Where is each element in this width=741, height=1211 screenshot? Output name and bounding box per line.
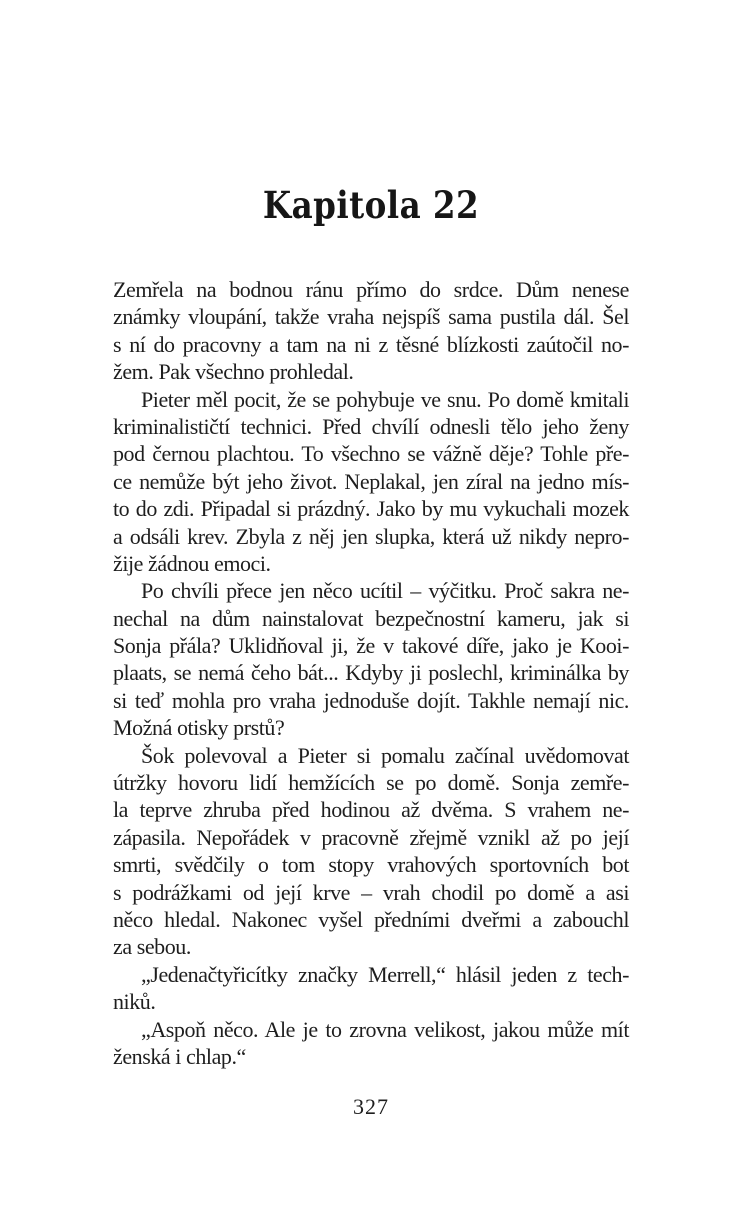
chapter-title: Kapitola 22 xyxy=(262,183,480,227)
text-line: Pieter měl pocit, že se pohybuje ve snu. Po domě kmitali xyxy=(141,386,629,412)
text-line: a odsáli krev. Zbyla z něj jen slupka, která už nikdy nepro- xyxy=(113,523,629,549)
page-number: 327 xyxy=(353,1094,389,1119)
text-line: ženská i chlap.“ xyxy=(113,1043,246,1069)
text-line: „Aspoň něco. Ale je to zrovna velikost, jakou může mít xyxy=(141,1016,629,1042)
text-line: plaats, se nemá čeho bát... Kdyby ji poslechl, kriminálka by xyxy=(113,660,629,686)
text-line: „Jedenačtyřicítky značky Merrell,“ hlásil jeden z tech- xyxy=(141,961,629,987)
text-line: pod černou plachtou. To všechno se vážně děje? Tohle pře- xyxy=(113,441,629,467)
text-line: žem. Pak všechno prohledal. xyxy=(113,359,354,385)
text-line: za sebou. xyxy=(113,934,191,960)
text-line: zápasila. Nepořádek v pracovně zřejmě vznikl až po její xyxy=(113,824,629,850)
text-line: známky vloupání, takže vraha nejspíš sama pustila dál. Šel xyxy=(113,304,629,330)
text-line: žije žádnou emoci. xyxy=(113,550,271,576)
text-line: Šok polevoval a Pieter si pomalu začínal uvědomovat xyxy=(141,742,629,768)
text-line: la teprve zhruba před hodinou až dvěma. S vrahem ne- xyxy=(113,797,629,823)
text-line: něco hledal. Nakonec vyšel předními dveřmi a zabouchl xyxy=(113,906,629,932)
text-line: si teď mohla pro vraha jednoduše dojít. Takhle nemají nic. xyxy=(113,687,629,713)
text-line: smrti, svědčily o tom stopy vrahových sportovních bot xyxy=(113,852,629,878)
text-line: niků. xyxy=(113,989,156,1015)
text-line: s podrážkami od její krve – vrah chodil po domě a asi xyxy=(113,879,629,905)
text-line: útržky hovoru lidí hemžících se po domě. Sonja zemře- xyxy=(113,770,629,796)
text-line: ce nemůže být jeho život. Neplakal, jen zíral na jedno mís- xyxy=(113,468,629,494)
text-line: kriminalističtí technici. Před chvílí odnesli tělo jeho ženy xyxy=(113,413,629,439)
text-line: Sonja přála? Uklidňoval ji, že v takové díře, jako je Kooi- xyxy=(113,633,629,659)
text-line: to do zdi. Připadal si prázdný. Jako by mu vykuchali mozek xyxy=(113,496,629,522)
text-line: nechal na dům nainstalovat bezpečnostní kameru, jak si xyxy=(113,605,629,631)
text-line: Po chvíli přece jen něco ucítil – výčitku. Proč sakra ne- xyxy=(141,578,629,604)
text-line: s ní do pracovny a tam na ni z těsné blízkosti zaútočil no- xyxy=(113,331,629,357)
text-line: Možná otisky prstů? xyxy=(113,715,285,741)
text-line: Zemřela na bodnou ránu přímo do srdce. Dům nenese xyxy=(113,277,629,302)
body-text xyxy=(113,276,629,1070)
